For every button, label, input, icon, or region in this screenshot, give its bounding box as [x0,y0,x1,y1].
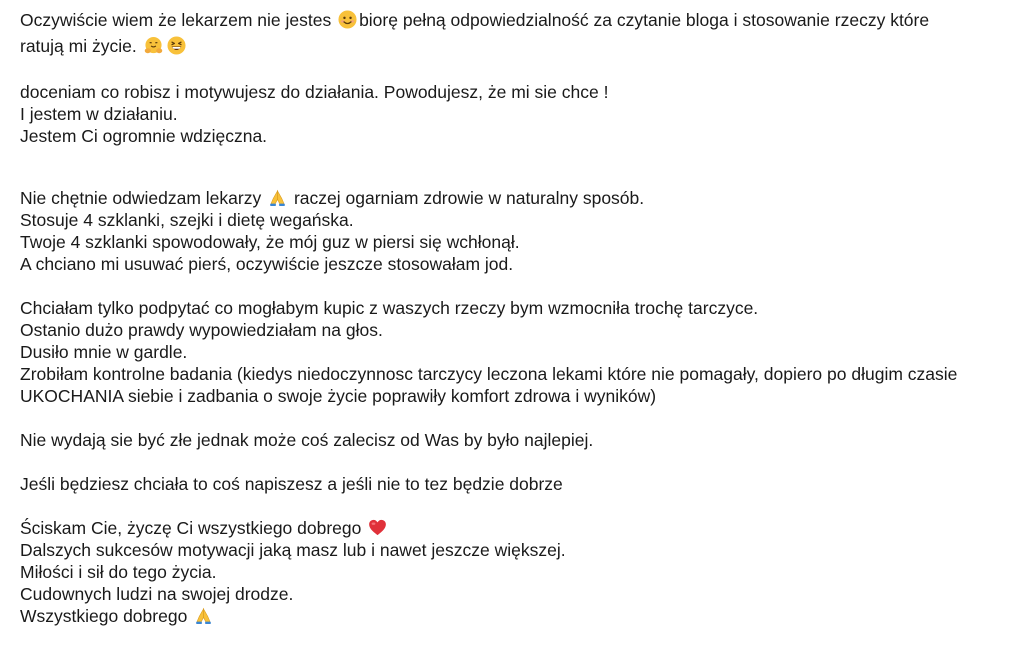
paragraph-gap [20,147,1010,187]
smiling-face-icon [338,10,357,29]
text-line: Jeśli będziesz chciała to coś napiszesz a jeśli nie to tez będzie dobrze [20,474,563,494]
text-line: Twoje 4 szklanki spowodowały, że mój guz w piersi się wchłonął. [20,232,520,252]
text-line: Jestem Ci ogromnie wdzięczna. [20,126,268,146]
text-segment: Oczywiście wiem że lekarzem nie jestes [20,10,337,30]
text-line: I jestem w działaniu. [20,104,178,124]
text-line: Dusiło mnie w gardle. [20,342,188,362]
text-segment: raczej ogarniam zdrowie w naturalny sposób. [289,188,645,208]
paragraph-gap [20,59,1010,81]
text-line: doceniam co robisz i motywujesz do działania. Powodujesz, że mi sie chce ! [20,82,609,102]
paragraph-gap [20,451,1010,473]
grinning-squinting-face-icon [167,36,186,55]
text-line: A chciano mi usuwać pierś, oczywiście jeszcze stosowałam jod. [20,254,514,274]
text-segment: Nie chętnie odwiedzam lekarzy [20,188,267,208]
text-line [20,187,1010,209]
hugging-face-icon [144,36,163,55]
text-line [20,33,1010,59]
text-line: Chciałam tylko podpytać co mogłabym kupic z waszych rzeczy bym wzmocniła trochę tarczyce. [20,298,759,318]
paragraph-gap [20,275,1010,297]
text-segment: Ściskam Cie, życzę Ci wszystkiego dobrego [20,518,367,538]
text-line: Miłości i sił do tego życia. [20,562,217,582]
text-line: Ostanio dużo prawdy wypowiedziałam na głos. [20,320,383,340]
text-line [20,517,1010,539]
paragraph-gap [20,407,1010,429]
text-segment: biorę pełną odpowiedzialność za czytanie bloga i stosowanie rzeczy które [359,10,930,30]
text-line [20,7,1010,33]
message-body [20,7,1010,627]
text-line: Nie wydają sie być złe jednak może coś zalecisz od Was by było najlepiej. [20,430,594,450]
text-line: Stosuje 4 szklanki, szejki i dietę wegańska. [20,210,354,230]
text-line [20,605,1010,627]
text-line: Cudownych ludzi na swojej drodze. [20,584,294,604]
folded-hands-icon [194,606,213,625]
text-line: Dalszych sukcesów motywacji jaką masz lub i nawet jeszcze większej. [20,540,566,560]
text-segment: ratują mi życie. [20,36,142,56]
paragraph-gap [20,495,1010,517]
text-line: Zrobiłam kontrolne badania (kiedys niedoczynnosc tarczycy leczona lekami które nie pomagały, dopiero po długim czasie UKOCHANIA siebie i zadbania o swoje życie poprawiły komfort zdrowa i wyników) [20,364,958,406]
folded-hands-icon [268,188,287,207]
red-heart-icon [368,518,387,537]
text-segment: Wszystkiego dobrego [20,606,193,626]
